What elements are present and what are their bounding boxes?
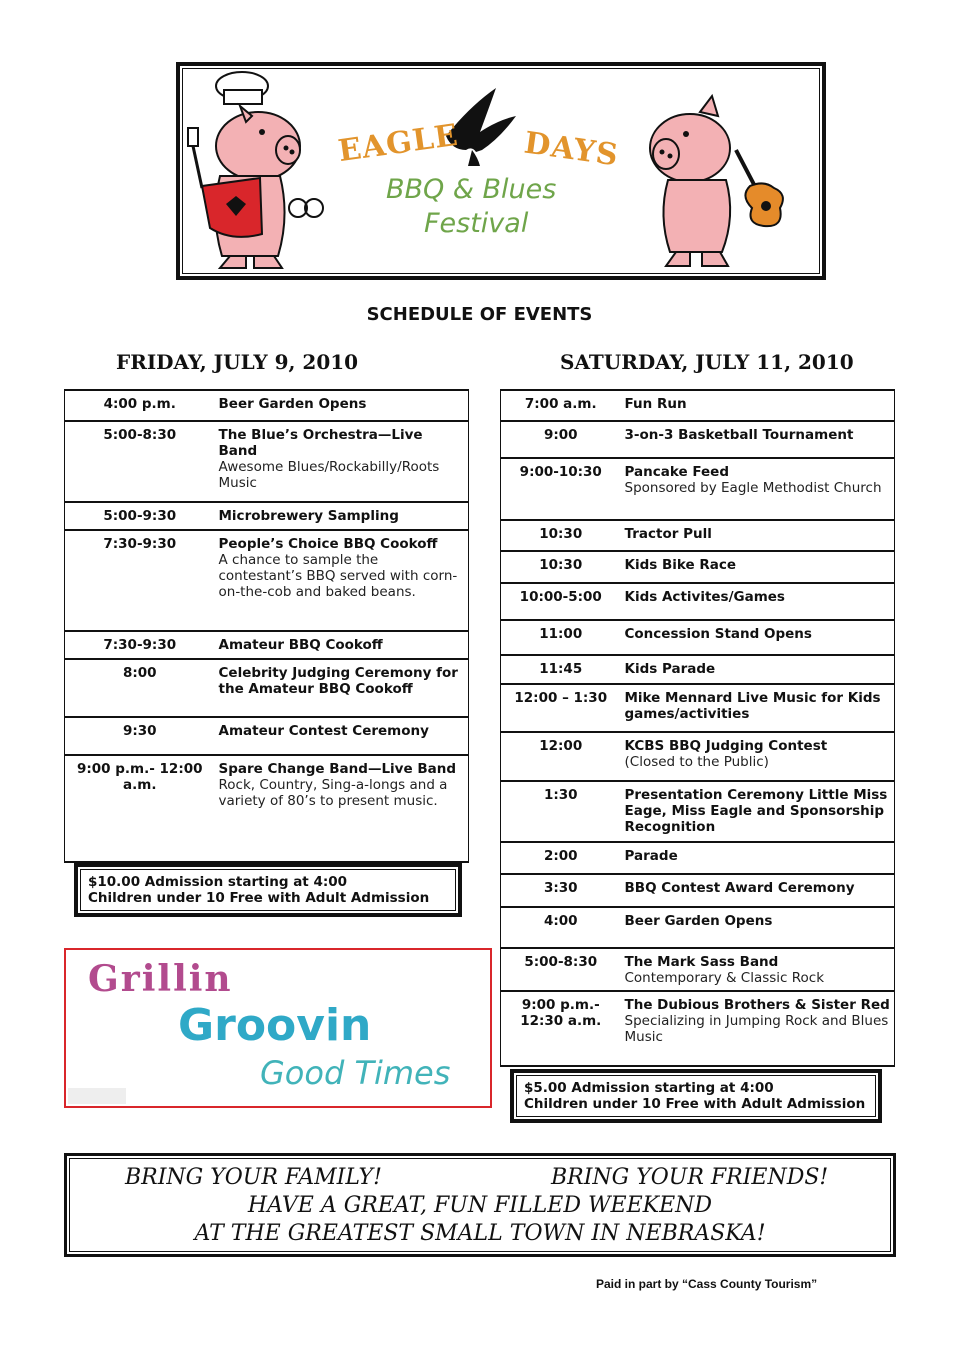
- table-row: [501, 520, 895, 551]
- table-row: [501, 620, 895, 655]
- event-title: The Mark Sass Band: [624, 954, 779, 970]
- table-row: [501, 583, 895, 620]
- table-row: [501, 874, 895, 907]
- table-row: [65, 390, 469, 421]
- table-row: [501, 842, 895, 874]
- event-title: Amateur BBQ Cookoff: [218, 637, 383, 653]
- friday-heading: FRIDAY, JULY 9, 2010: [116, 350, 359, 374]
- festival-banner: [176, 62, 826, 280]
- table-row: [65, 530, 469, 631]
- event-time: 10:30: [501, 551, 621, 583]
- event-title: Beer Garden Opens: [218, 396, 367, 412]
- event-description: Contemporary & Classic Rock: [624, 970, 825, 986]
- footer-family: BRING YOUR FAMILY!: [125, 1165, 382, 1190]
- banner-word-eagle: EAGLE: [336, 117, 461, 170]
- table-row: [65, 717, 469, 755]
- event-title: Spare Change Band—Live Band: [218, 761, 457, 777]
- table-row: [501, 458, 895, 520]
- footer-nebraska: AT THE GREATEST SMALL TOWN IN NEBRASKA!: [194, 1221, 766, 1246]
- table-row: [65, 659, 469, 717]
- promo-groovin: Groovin: [178, 1000, 372, 1051]
- closing-message-box: [64, 1153, 896, 1257]
- event-time: 10:30: [501, 520, 621, 551]
- event-time: 3:30: [501, 874, 621, 907]
- event-title: KCBS BBQ Judging Contest: [624, 738, 828, 754]
- table-row: [501, 390, 895, 421]
- saturday-admission-box: [510, 1069, 882, 1123]
- table-row: [65, 421, 469, 502]
- table-row: [65, 502, 469, 530]
- schedule-title: SCHEDULE OF EVENTS: [366, 304, 593, 325]
- event-title: Celebrity Judging Ceremony for the Amateur BBQ Cookoff: [218, 665, 458, 697]
- event-description: A chance to sample the contestant’s BBQ served with corn-on-the-cob and baked beans.: [218, 552, 458, 600]
- saturday-schedule-table: [500, 389, 895, 1067]
- event-title: Concession Stand Opens: [624, 626, 812, 642]
- chef-pig-icon: [188, 72, 323, 268]
- event-time: 7:00 a.m.: [501, 390, 621, 421]
- table-row: [501, 732, 895, 781]
- event-description: (Closed to the Public): [624, 754, 769, 770]
- saturday-heading: SATURDAY, JULY 11, 2010: [560, 350, 854, 374]
- admission-note: Children under 10 Free with Adult Admission: [88, 890, 430, 906]
- event-title: Kids Bike Race: [624, 557, 737, 573]
- event-title: Mike Mennard Live Music for Kids games/activities: [624, 690, 881, 722]
- event-time: 1:30: [501, 781, 621, 842]
- event-time: 11:00: [501, 620, 621, 655]
- event-time: 9:30: [65, 717, 215, 755]
- friday-admission-box: [74, 863, 462, 917]
- table-row: [501, 655, 895, 684]
- banner-subtitle: BBQ & Blues: [386, 174, 557, 205]
- admission-note: Children under 10 Free with Adult Admission: [524, 1096, 866, 1112]
- promo-grillin: Grillin: [88, 958, 233, 1000]
- table-row: [65, 631, 469, 659]
- event-title: Presentation Ceremony Little Miss Eage, Miss Eagle and Sponsorship Recognition: [624, 787, 888, 835]
- event-time: 7:30-9:30: [65, 530, 215, 631]
- event-title: BBQ Contest Award Ceremony: [624, 880, 855, 896]
- event-time: 4:00: [501, 907, 621, 948]
- guitar-pig-icon: [650, 96, 783, 266]
- event-title: Microbrewery Sampling: [218, 508, 399, 524]
- table-row: [501, 907, 895, 948]
- promo-good-times: Good Times: [260, 1054, 451, 1092]
- event-title: The Blue’s Orchestra—Live Band: [218, 427, 423, 459]
- event-title: The Dubious Brothers & Sister Red: [624, 997, 890, 1013]
- event-description: Rock, Country, Sing-a-longs and a variety of 80’s to present music.: [218, 777, 448, 809]
- event-time: 9:00 p.m.- 12:00 a.m.: [65, 755, 215, 862]
- event-title: Parade: [624, 848, 678, 864]
- event-title: Beer Garden Opens: [624, 913, 773, 929]
- event-time: 9:00: [501, 421, 621, 458]
- banner-illustration: [180, 66, 822, 276]
- event-time: 12:00: [501, 732, 621, 781]
- friday-schedule-table: [64, 389, 469, 863]
- event-time: 5:00-9:30: [65, 502, 215, 530]
- event-description: Awesome Blues/Rockabilly/Roots Music: [218, 459, 440, 491]
- admission-price: $5.00 Admission starting at 4:00: [524, 1080, 774, 1096]
- event-time: 5:00-8:30: [501, 948, 621, 991]
- event-time: 9:00 p.m.- 12:30 a.m.: [501, 991, 621, 1066]
- event-time: 11:45: [501, 655, 621, 684]
- event-time: 8:00: [65, 659, 215, 717]
- event-description: Sponsored by Eagle Methodist Church: [624, 480, 882, 496]
- table-row: [501, 991, 895, 1066]
- event-time: 4:00 p.m.: [65, 390, 215, 421]
- event-title: Fun Run: [624, 396, 687, 412]
- event-title: People’s Choice BBQ Cookoff: [218, 536, 438, 552]
- grillin-groovin-promo: [64, 948, 492, 1108]
- table-row: [501, 781, 895, 842]
- event-time: 5:00-8:30: [65, 421, 215, 502]
- event-time: 12:00 – 1:30: [501, 684, 621, 732]
- banner-word-days: DAYS: [522, 125, 621, 174]
- banner-festival: Festival: [424, 208, 529, 239]
- event-time: 2:00: [501, 842, 621, 874]
- event-time: 7:30-9:30: [65, 631, 215, 659]
- event-title: Pancake Feed: [624, 464, 729, 480]
- footer-friends: BRING YOUR FRIENDS!: [551, 1165, 829, 1190]
- event-title: Tractor Pull: [624, 526, 712, 542]
- event-title: Amateur Contest Ceremony: [218, 723, 429, 739]
- table-row: [501, 948, 895, 991]
- table-row: [501, 551, 895, 583]
- table-row: [65, 755, 469, 862]
- event-title: 3-on-3 Basketball Tournament: [624, 427, 854, 443]
- event-time: 10:00-5:00: [501, 583, 621, 620]
- event-description: Specializing in Jumping Rock and Blues Music: [624, 1013, 889, 1045]
- sponsor-note: Paid in part by “Cass County Tourism”: [596, 1277, 818, 1291]
- event-time: 9:00-10:30: [501, 458, 621, 520]
- table-row: [501, 684, 895, 732]
- watermark-tag: [68, 1088, 126, 1104]
- event-title: Kids Activites/Games: [624, 589, 785, 605]
- table-row: [501, 421, 895, 458]
- event-title: Kids Parade: [624, 661, 716, 677]
- admission-price: $10.00 Admission starting at 4:00: [88, 874, 348, 890]
- footer-weekend: HAVE A GREAT, FUN FILLED WEEKEND: [247, 1193, 713, 1218]
